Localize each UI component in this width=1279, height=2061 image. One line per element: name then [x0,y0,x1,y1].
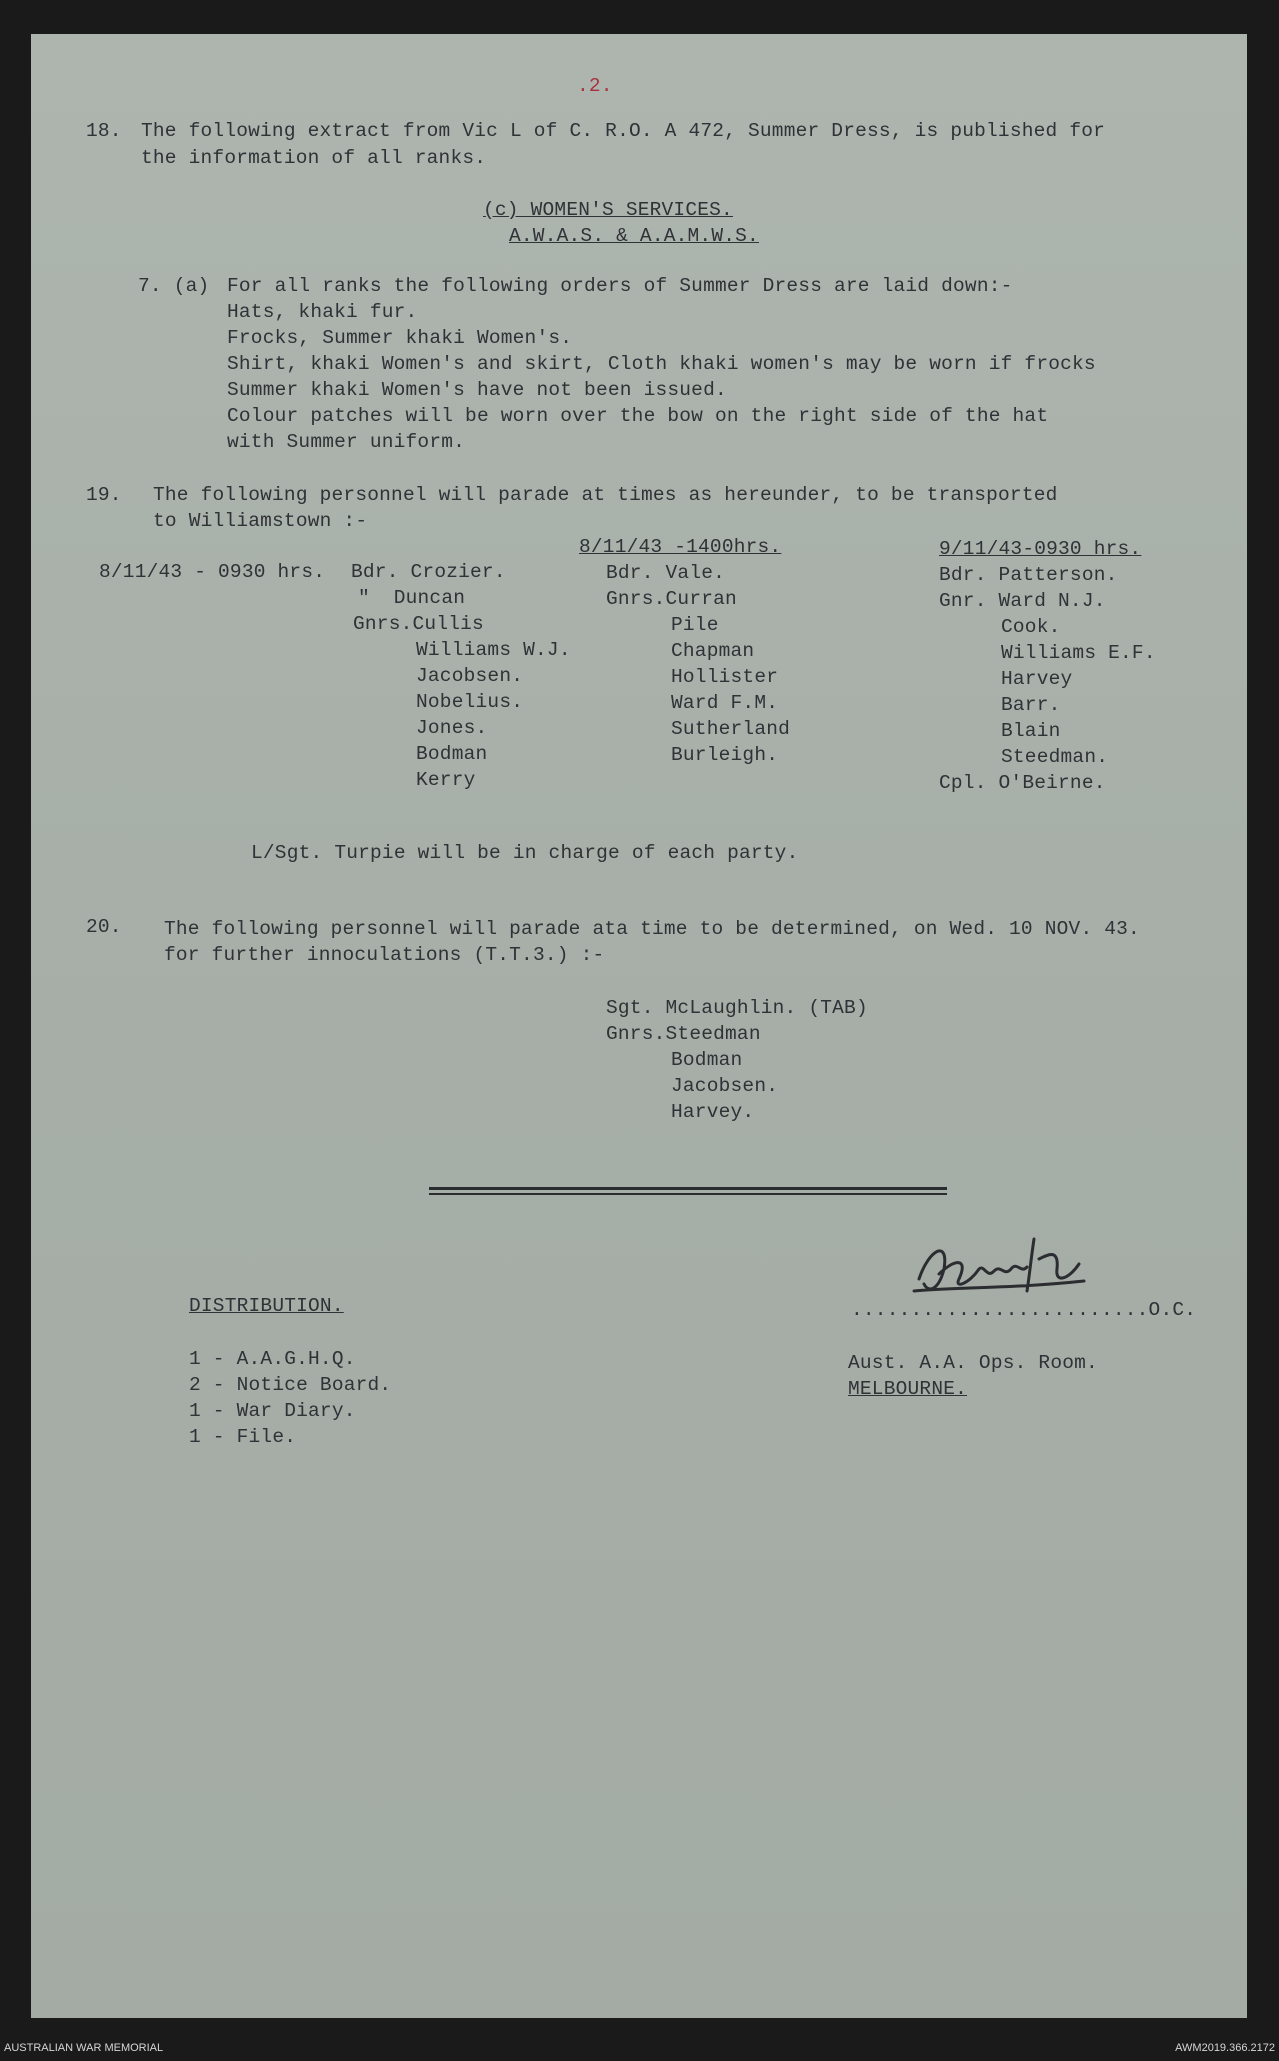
charge-note: L/Sgt. Turpie will be in charge of each party. [251,842,799,864]
para18-line2: the information of all ranks. [141,147,487,169]
group2-entry: Ward F.M. [671,692,779,714]
para20-number: 20. [86,916,122,938]
group3-entry: Bdr. Patterson. [939,564,1118,586]
sub-para-line: Frocks, Summer khaki Women's. [227,327,573,349]
signature-line: .........................O.C. [851,1299,1197,1321]
sub-para-line: Colour patches will be worn over the bow on the right side of the hat [227,405,1049,427]
group3-entry: Gnr. Ward N.J. [939,590,1106,612]
sub-para-line: Hats, khaki fur. [227,301,418,323]
document-sheet [31,34,1247,2018]
distribution-item: 1 - File. [189,1426,297,1448]
group2-entry: Gnrs.Curran [606,588,737,610]
closing-rule [429,1193,947,1195]
group1-entry: Jacobsen. [416,665,524,687]
para18-line1: The following extract from Vic L of C. R.O. A 472, Summer Dress, is published for [141,120,1106,142]
sub-para-number: 7. (a) [138,275,210,297]
closing-rule [429,1187,947,1190]
sub-para-line: For all ranks the following orders of Summer Dress are laid down:- [227,275,1013,297]
para20-entry: Bodman [671,1049,743,1071]
para20-entry: Gnrs.Steedman [606,1023,761,1045]
para20-entry: Jacobsen. [671,1075,779,1097]
group2-time: 8/11/43 -1400hrs. [579,536,782,558]
sub-para-line: Summer khaki Women's have not been issued. [227,379,727,401]
sub-para-line: with Summer uniform. [227,431,466,453]
para19-line2: to Williamstown :- [153,510,368,532]
group3-entry: Williams E.F. [1001,642,1156,664]
group3-entry: Blain [1001,720,1061,742]
group3-time: 9/11/43-0930 hrs. [939,538,1142,560]
group1-entry: " Duncan [358,587,466,609]
group2-entry: Burleigh. [671,744,779,766]
distribution-item: 1 - A.A.G.H.Q. [189,1348,356,1370]
signature-image [909,1229,1109,1309]
group3-entry: Cpl. O'Beirne. [939,772,1106,794]
para20-line1: The following personnel will parade ata time to be determined, on Wed. 10 NOV. 43. [164,918,1140,940]
sub-para-line: Shirt, khaki Women's and skirt, Cloth khaki women's may be worn if frocks [227,353,1096,375]
group3-entry: Steedman. [1001,746,1109,768]
group2-entry: Pile [671,614,719,636]
group2-entry: Hollister [671,666,779,688]
office-name: Aust. A.A. Ops. Room. [848,1352,1098,1374]
group1-entry: Bodman [416,743,488,765]
group3-entry: Cook. [1001,616,1061,638]
para20-entry: Sgt. McLaughlin. (TAB) [606,997,868,1019]
distribution-heading: DISTRIBUTION. [189,1295,344,1317]
para20-entry: Harvey. [671,1101,755,1123]
footer-credit: AUSTRALIAN WAR MEMORIAL [4,2042,164,2054]
group1-entry: Jones. [416,717,488,739]
para19-number: 19. [86,484,122,506]
group3-entry: Harvey [1001,668,1073,690]
group2-entry: Bdr. Vale. [606,562,726,584]
footer-reference: AWM2019.366.2172 [1175,2042,1275,2054]
group3-entry: Barr. [1001,694,1061,716]
distribution-item: 2 - Notice Board. [189,1374,392,1396]
para18-number: 18. [86,120,122,142]
office-city: MELBOURNE. [848,1378,968,1400]
group1-entry: Nobelius. [416,691,524,713]
section-subheading: A.W.A.S. & A.A.M.W.S. [509,225,759,247]
group1-time: 8/11/43 - 0930 hrs. [99,561,326,583]
group1-entry: Williams W.J. [416,639,571,661]
group1-entry: Kerry [416,769,476,791]
para20-line2: for further innoculations (T.T.3.) :- [164,944,605,966]
distribution-item: 1 - War Diary. [189,1400,356,1422]
group1-entry: Bdr. Crozier. [351,561,506,583]
group1-entry: Gnrs.Cullis [353,613,484,635]
group2-entry: Chapman [671,640,755,662]
group2-entry: Sutherland [671,718,791,740]
page-number: .2. [577,75,613,97]
section-heading: (c) WOMEN'S SERVICES. [483,199,733,221]
para19-line1: The following personnel will parade at times as hereunder, to be transported [153,484,1058,506]
